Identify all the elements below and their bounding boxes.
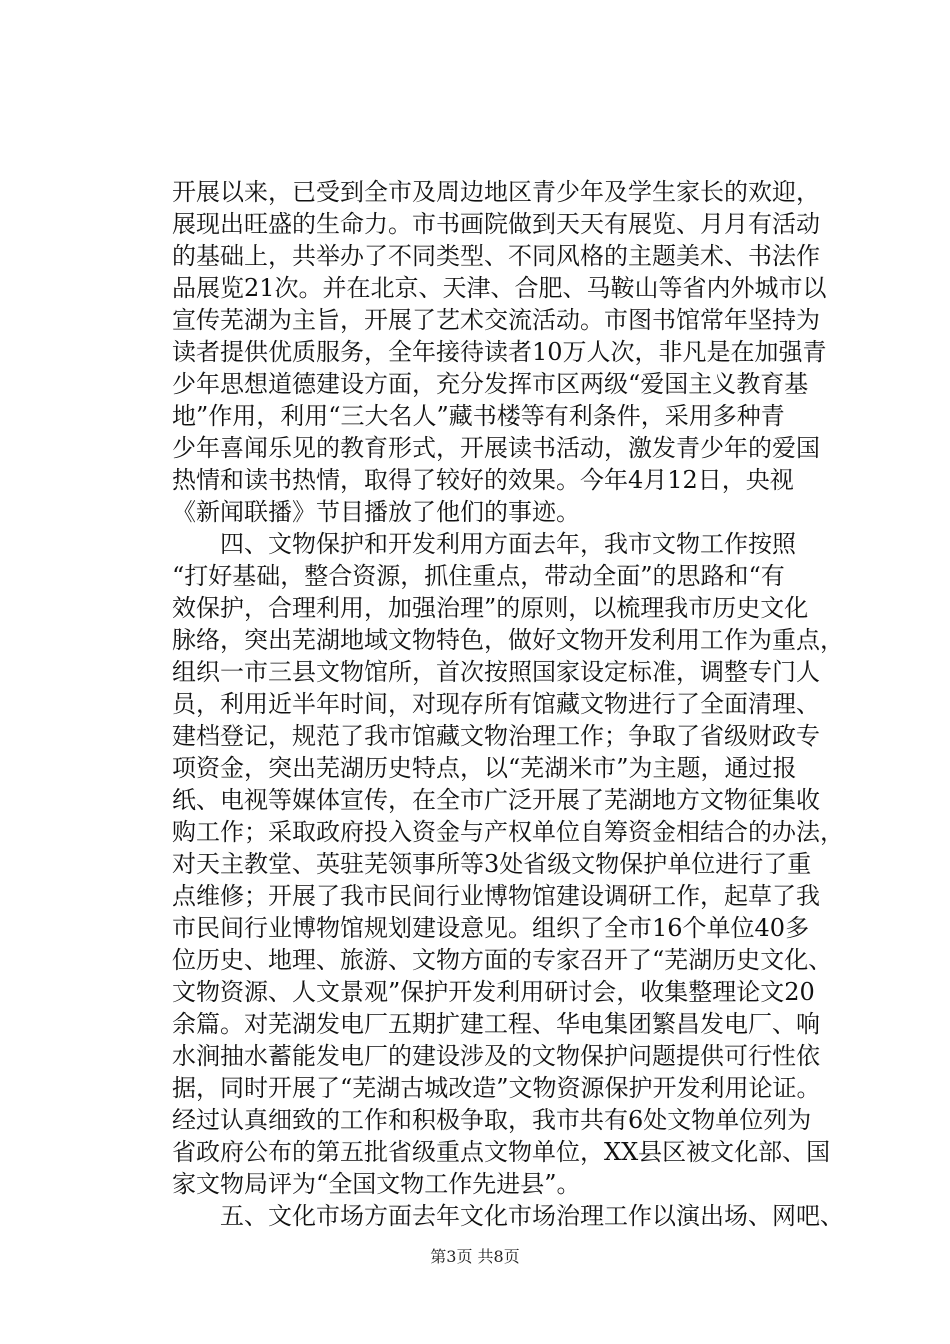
- text-line: 对天主教堂、英驻芜领事所等3处省级文物保护单位进行了重: [172, 850, 812, 878]
- text-line: 员，利用近半年时间，对现存所有馆藏文物进行了全面清理、: [172, 690, 820, 718]
- text-line: 建档登记，规范了我市馆藏文物治理工作；争取了省级财政专: [172, 722, 820, 750]
- text-line: 项资金，突出芜湖历史特点，以“芜湖米市”为主题，通过报: [172, 754, 797, 782]
- text-line: 余篇。对芜湖发电厂五期扩建工程、华电集团繁昌发电厂、响: [172, 1010, 820, 1038]
- text-line: 经过认真细致的工作和积极争取，我市共有6处文物单位列为: [172, 1106, 812, 1134]
- text-line: 据，同时开展了“芜湖古城改造”文物资源保护开发利用论证。: [172, 1074, 821, 1102]
- text-line: 宣传芜湖为主旨，开展了艺术交流活动。市图书馆常年坚持为: [172, 306, 820, 334]
- text-line: 纸、电视等媒体宣传，在全市广泛开展了芜湖地方文物征集收: [172, 786, 820, 814]
- text-line: 读者提供优质服务，全年接待读者10万人次，非凡是在加强青: [172, 338, 827, 366]
- text-line: 点维修；开展了我市民间行业博物馆建设调研工作，起草了我: [172, 882, 820, 910]
- body-text: [172, 176, 852, 1232]
- text-line: 品展览21次。并在北京、天津、合肥、马鞍山等省内外城市以: [172, 274, 827, 302]
- text-line: 家文物局评为“全国文物工作先进县”。: [172, 1170, 581, 1198]
- text-line: “打好基础，整合资源，抓住重点，带动全面”的思路和“有: [172, 562, 785, 590]
- text-line: 购工作；采取政府投入资金与产权单位自筹资金相结合的办法，: [172, 818, 844, 846]
- text-line: 水涧抽水蓄能发电厂的建设涉及的文物保护问题提供可行性依: [172, 1042, 820, 1070]
- text-line: 省政府公布的第五批省级重点文物单位，XX县区被文化部、国: [172, 1138, 831, 1166]
- text-line: 市民间行业博物馆规划建设意见。组织了全市16个单位40多: [172, 914, 810, 942]
- text-line: 开展以来，已受到全市及周边地区青少年及学生家长的欢迎，: [172, 178, 820, 206]
- text-line: 展现出旺盛的生命力。市书画院做到天天有展览、月月有活动: [172, 210, 820, 238]
- text-line: 地”作用，利用“三大名人”藏书楼等有利条件，采用多种青: [172, 402, 785, 430]
- text-line: 四、文物保护和开发利用方面去年，我市文物工作按照: [172, 530, 796, 558]
- text-line: 脉络，突出芜湖地域文物特色，做好文物开发利用工作为重点，: [172, 626, 844, 654]
- text-line: 少年思想道德建设方面，充分发挥市区两级“爱国主义教育基: [172, 370, 809, 398]
- text-line: 位历史、地理、旅游、文物方面的专家召开了“芜湖历史文化、: [172, 946, 833, 974]
- text-line: 少年喜闻乐见的教育形式，开展读书活动，激发青少年的爱国: [172, 434, 820, 462]
- text-line: 效保护，合理利用，加强治理”的原则，以梳理我市历史文化: [172, 594, 809, 622]
- page-number-footer: 第3页 共8页: [430, 1247, 520, 1266]
- text-line: 热情和读书热情，取得了较好的效果。今年4月12日，央视: [172, 466, 794, 494]
- text-line: 组织一市三县文物馆所，首次按照国家设定标准，调整专门人: [172, 658, 820, 686]
- text-line: 《新闻联播》节目播放了他们的事迹。: [172, 498, 580, 526]
- text-line: 文物资源、人文景观”保护开发利用研讨会，收集整理论文20: [172, 978, 815, 1006]
- text-line: 五、文化市场方面去年文化市场治理工作以演出场、网吧、: [172, 1202, 844, 1230]
- text-line: 的基础上，共举办了不同类型、不同风格的主题美术、书法作: [172, 242, 820, 270]
